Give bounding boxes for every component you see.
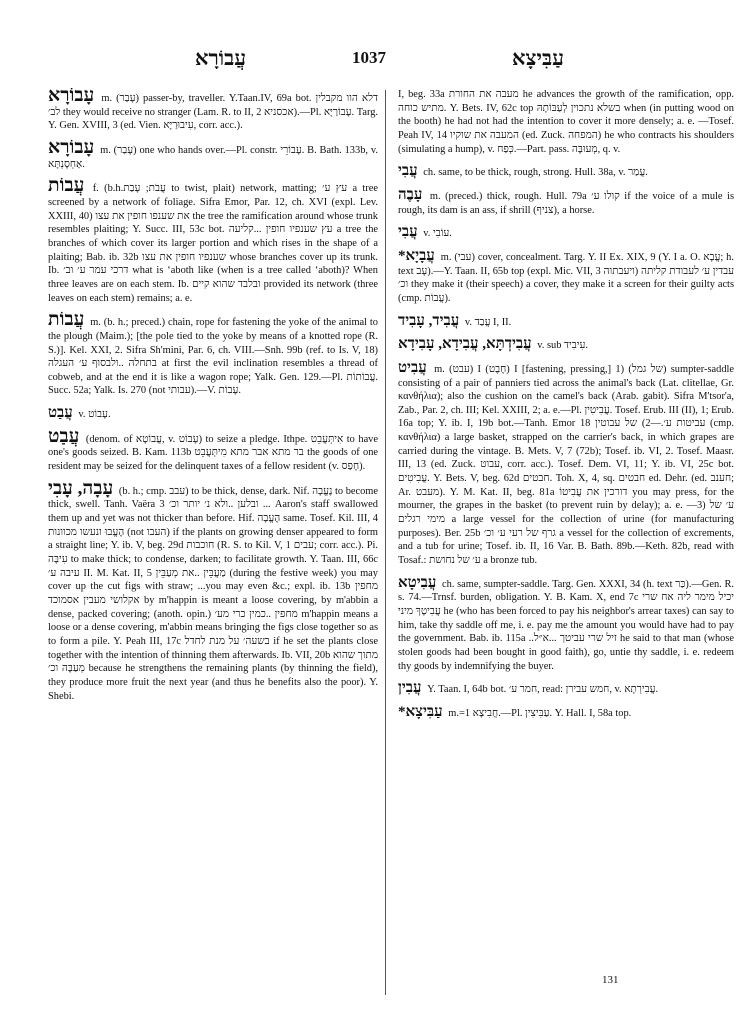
entry-headword: עָבֶה: [398, 186, 423, 203]
entry-headword: עֲבַט: [48, 425, 80, 447]
entry-text: ch. same, to be thick, rough, strong. Hull. 38a, v. עֲמַר.: [423, 167, 648, 179]
entry-headword: עֲבִיט: [398, 359, 427, 376]
entry-text: ch. same, sumpter-saddle. Targ. Gen. XXXI, 34 (h. text כַּר).—Gen. R. s. 74.—Trnsf. burden, obligation. Y. B. Kam. X, end 7c יכיל מימר ליה אח שרי עֲבִיטָךְ מיני he (who has been forced to pay his neighbor's arrear taxes) can say to him, take thy saddle off me, i. e. pay me the amount you would have had to pay the government. Bab. ib. 115a ..זיל שרי עביטך ...א״ל he said to that man (whose stolen goods had been bought in good faith), go, untie thy saddle, i. e. redeem thy goods by indemnifying the buyer.: [398, 578, 734, 672]
entry-headword: עֲבִידְתָּא, עֲבִידָא, עָבִידָא: [398, 336, 532, 353]
entry-headword: עֲבִי: [398, 163, 418, 180]
dictionary-entry: [398, 336, 734, 353]
page-number-top: 1037: [352, 48, 386, 67]
running-head-right: עַבִּיצָא: [512, 46, 564, 70]
dictionary-entry: [48, 477, 378, 704]
column-divider: [385, 90, 386, 995]
entry-headword: עֲבוֹת: [48, 175, 85, 197]
entry-text: Y. Taan. I, 64b bot. חמר ע׳, read: חמש עבירן, v. עֲבִירְתָא.: [427, 684, 659, 696]
entry-text: m. (preced.) thick, rough. Hull. 79a קולו ע׳ if the voice of a mule is rough, its dam is an ass, if shrill (צניף), a horse.: [398, 190, 734, 216]
dictionary-entry: [48, 88, 378, 133]
entry-text: v. sub עִיבִיד.: [537, 340, 588, 352]
entry-text: (b. h.; cmp. עבב) to be thick, dense, dark. Nif. נֶעֱבָה to become thick, swell. Tanh. Vaëra 3 ובלען ..ולא נ׳ יותר וכ׳ ... Aaron's staff swallowed them up and yet was not thicker than before. Hif. הֶעֱבָה same. Tosef. Kil. III, 4 הֶעֱבוּ ונעשו מכוונות (not העבו) if the plants on growing denser appeared to form a straight line; Y. ib. V, beg. 29d חוכבות (R. S. to Kil. V, 1 עבים; corr. acc.). Pi. עִיבָּה to make thick; to condense, darken; to facilitate growth. Y. Taan. III, 66c עיבה ע׳ II. M. Kat. II, 5 מַעֲבֵּין ..את מְעַבֵּין (during the festive week) you may cover up the cut figs with straw; ...you may even &c.; expl. ib. 13b מחפין אקלושי מעבין אסמוכד by m'happin is meant a loose covering, by m'abbin a dense, packed covering; (anoth. opin.) מחפין ..כמין כרי מע׳ m'happin means a loose or a dense covering, m'abbin means bringing the figs close together so as to form a pile. Y. Peah III, 17c בשעה׳ על מנת לחדל if he set the plants close together with the intention of thinning them afterwards. Ib. VII, 20b מתוך שהוא מְעַבֶּה וכ׳ because he strengthens the remaining plants (by thinning the field), they produce more fruit the next year (and thus he benefits also the poor). Y. Shebi.: [48, 485, 378, 702]
dictionary-entry: [398, 248, 734, 306]
entry-text: I, beg. 33a מעבה את החורת he advances the growth of the ramification, opp. מתיש כוחה. Y. Bets. IV, 62c top בשלא נתכוין לְעַבּוֹתָהּ when (in putting wood on the booth) he had not had the intention to cover it more densely; a. e. —Tosef. Peah IV, 14 המעבה את שוקיו (ed. Zuck. המפחה) he who contracts his shoulders (simulating a hump), v. כְּפַח.—Part. pass. מְעוּבֶּה, q. v.: [398, 89, 734, 155]
entry-text: m. (עָבַר) one who hands over.—Pl. constr. עָבוֹרֵי. B. Bath. 133b, v. אַחְסָנְתָּא.: [48, 144, 378, 170]
dictionary-entry: [48, 175, 378, 305]
dictionary-entry: [48, 425, 378, 474]
dictionary-entry: [48, 136, 378, 171]
dictionary-entry-continued: [398, 88, 734, 156]
entry-headword: עֲבִיד, עָבִיד: [398, 312, 460, 329]
dictionary-entry: [398, 680, 734, 697]
entry-text: (denom. of עֲבוֹטָא, v. עָבוֹט) to seize a pledge. Ithpe. אִיתְּעֲבֵט to have one's goods seized. B. Kam. 113b בר מתא אבר מתא מִיתְּעֲבֵט the goods of one resident may be seized for the delinquent taxes of a fellow resident (v. חָפַס).: [48, 433, 378, 473]
entry-text: m.=חֲבִיצָא 1.—Pl. עַבִּיצִין. Y. Hall. I, 58a top.: [448, 707, 632, 719]
page-number-bottom: 131: [602, 974, 619, 986]
dictionary-entry: [398, 224, 734, 241]
entry-headword: עֲבִי: [398, 224, 418, 241]
dictionary-entry: [398, 704, 734, 721]
dictionary-entry: [398, 313, 734, 330]
dictionary-entry: [398, 575, 734, 674]
left-column: [48, 88, 378, 998]
dictionary-entry: [398, 360, 734, 568]
entry-headword: *עַבִּיצָא: [398, 703, 443, 720]
dictionary-entry: [48, 309, 378, 398]
dictionary-entry: [398, 163, 734, 180]
running-head-left: עֲבוֹרָא: [195, 46, 247, 70]
entry-text: v. עֲבַד I, II.: [464, 316, 512, 328]
entry-headword: עֲבִיטָא: [398, 574, 437, 591]
entry-text: m. (עבי) cover, concealment. Targ. Y. II Ex. XIX, 9 (Y. I a. O. עֲבָא; h. text עָב).—Y. Taan. II, 65b top (expl. Mic. VII, 3 ויעבתוה) עבדין ע׳ לעבודת קליתה וכ׳ they make it (their speech) a cover, they make it a screen for their guilty acts (cmp. עֲבוֹת).: [398, 251, 734, 304]
entry-headword: עָבוֹרָא: [48, 136, 95, 158]
dictionary-entry: [398, 187, 734, 217]
page-header: [0, 46, 750, 76]
entry-text: m. (b. h.; preced.) chain, rope for fastening the yoke of the animal to the plough (Maim.); [the pole tied to the yoke by means of a knotted rope (R. S.)]. Kel. XXI, 2. Sifra Sh'mini, Par. 6, ch. VIII.—Snh. 99b (ref. to Is. V, 18) בתחלה ..ולבסוף ע׳ העגלה at first the evil inclination resembles a thread of cobweb, and at the end it is like a wagon rope; Yalk. Gen. 129.—Pl. עֲבוֹתוֹת. Succ. 52a; Yalk. Is. 270 (not עבותי).—V. עָבוֹת.: [48, 317, 378, 397]
entry-headword: *עֲבָיָא: [398, 247, 435, 264]
entry-headword: עֲבִין: [398, 680, 422, 697]
entry-text: f. (b.h.עֲבֹת; עָבַת to twist, plait) network, matting; עץ ע׳ a tree screened by a network of foliage. Sifra Emor, Par. 12, ch. XVI (expl. Lev. XXIII, 40) את שענפו חופין את עצו the tree the ramification around whose trunk resembles plaiting; Y. Succ. III, 53c bot. עץ שענפיו חופין ...קליעה a tree the branches of which cover its larger portion and which rises in the shape of a plaiting; Bab. ib. 32b שענפיו חופין את עצו whose branches cover up its trunk. Ib. דרכי עמר ע׳ וב׳ what is ‘aboth like (when is a tree called ‘aboth)? When three leaves are on each stem. Ib. ובלבד שהוא קיים provided its network (three leaves on each stem) remains; a. e.: [48, 183, 378, 304]
entry-text: m. (עָבַר) passer-by, traveller. Y.Taan.IV, 69a bot. דלא הוו מקבלין לב׳ they would receive no stranger (Lam. R. to II, 2 אכסניא).—Pl. עָבוֹרַיָּא. Targ. Y. Gen. XVIII, 3 (ed. Vien. עִיבוּרַיָּא, corr. acc.).: [48, 93, 378, 132]
entry-text: v. עוֹבִי.: [423, 228, 452, 240]
entry-text: v. עָבוֹט.: [78, 409, 111, 421]
entry-headword: עָבָה, עָבִי: [48, 477, 114, 499]
dictionary-entry: [48, 405, 378, 422]
entry-headword: עֲבוֹת: [48, 309, 85, 331]
entry-headword: עָבוֹרָא: [48, 88, 95, 106]
entry-headword: עֲבַט: [48, 405, 73, 422]
entry-text: m. (עבט) I (חֶבֶט) I [fastening, pressing,] 1) (של גמל) sumpter-saddle consisting of a pair of panniers tied across the animal's back (Lat. clitellae, Gr. κανθήλια); also the cushion on the camel's back (Arab. gabit). Sifra M'tsor'a, Zab., Par. 2, ch. III; Kel. XXIII, 2; a. e.—Pl. עֲבִיטִין. Tosef. Erub. III (II), 1; Erub. 16a top; Y. ib. I, 19b bot.—Tanh. Emor 18 עביטות ע׳.—2) של עבוטין (cmp. κανθήλια) a large basket, strapped on the carrier's back, in which grapes are carried during the vintage. B. Mets. V, 7 (72b); Tosef. ib. VI, 2. Tosef. Maasr. III, 13 (ed. Zuck. עבוט, corr. acc.). Tosef. Dem. VI, 11; Y. ib. VI, 25c bot. עֲבִיטִים. Y. Bets. V, beg. 62d חבטים. Toh. X, 4, sq. חבטים ed. Dehr. (ed. חענב; Ar. מעבט). Y. M. Kat. II, beg. 81a דורכין את עֲבִיטוֹ you may press, for the mourner, the grapes in the basket (to prevent ruin by delay); a. e. —3) ע׳ של מימי רגלים a large vessel for the collection of urine (for manufacturing purposes). Ber. 25b גרף של רעי ע׳ וכ׳ a vessel for the collection of excrements, and a tub for urine; Tosef. ib. II, 16 Var. B. Bath. 89b.—Keth. 82b, read with Tosaf.: ע׳ של נחושת a bronze tub.: [398, 363, 734, 567]
right-column: [398, 88, 734, 998]
